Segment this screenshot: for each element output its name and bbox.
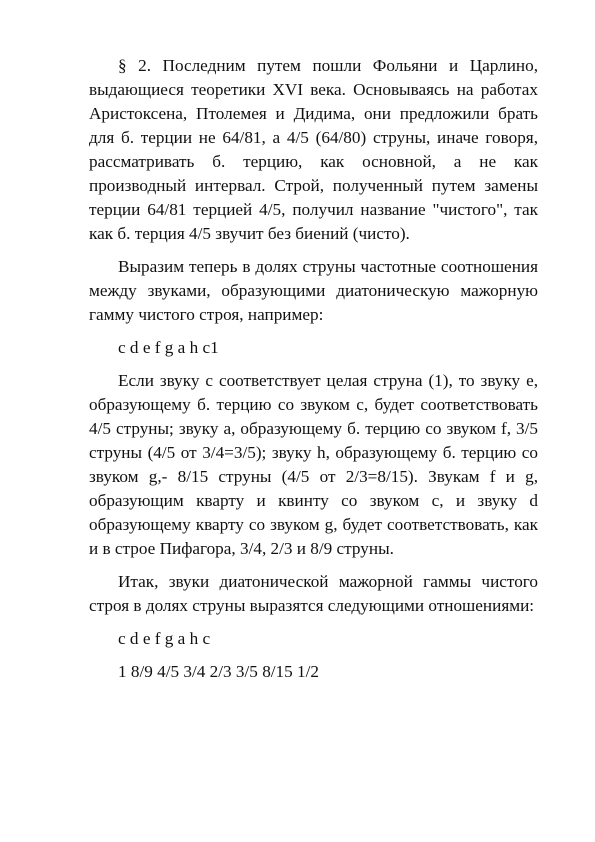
paragraph-summary: Итак, звуки диатонической мажорной гаммы чистого строя в долях струны выразятся следующими отношениями: (89, 572, 538, 615)
scale-notes-line: c d e f g a h c1 (118, 338, 219, 357)
scale-ratios-final: 1 8/9 4/5 3/4 2/3 3/5 8/15 1/2 (118, 662, 320, 681)
paragraph-thirds-explanation: Если звуку c соответствует целая струна (1), то звуку e, образующему б. терцию со звуком c, будет соответствовать 4/5 струны; звуку a, образующему б. терцию со звуком f, 3/5 струны (4/5 от 3/4=3/5); звуку h, образующему б. терцию со звуком g,- 8/15 струны (4/5 от 2/3=8/15). Звукам f и g, образующим кварту и квинту со звуком c, и звуку d образующему кварту со звуком g, будет соответствовать, как и в строе Пифагора, 3/4, 2/3 и 8/9 струны. (89, 371, 538, 558)
paragraph-string-ratios: Выразим теперь в долях струны частотные соотношения между звуками, образующими диатоническую мажорную гамму чистого строя, например: (89, 257, 538, 324)
paragraph-section-2: § 2. Последним путем пошли Фольяни и Царлино, выдающиеся теоретики XVI века. Основываясь на работах Аристоксена, Птолемея и Дидима, они предложили брать для б. терции не 64/81, а 4/5 (64/80) струны, иначе говоря, рассматривать б. терцию, как основной, а не как производный интервал. Строй, полученный путем замены терции 64/81 терцией 4/5, получил название "чистого", так как б. терция 4/5 звучит без биений (чисто). (89, 56, 538, 243)
scale-notes-final: c d e f g a h c (118, 629, 211, 648)
document-body (89, 54, 538, 693)
